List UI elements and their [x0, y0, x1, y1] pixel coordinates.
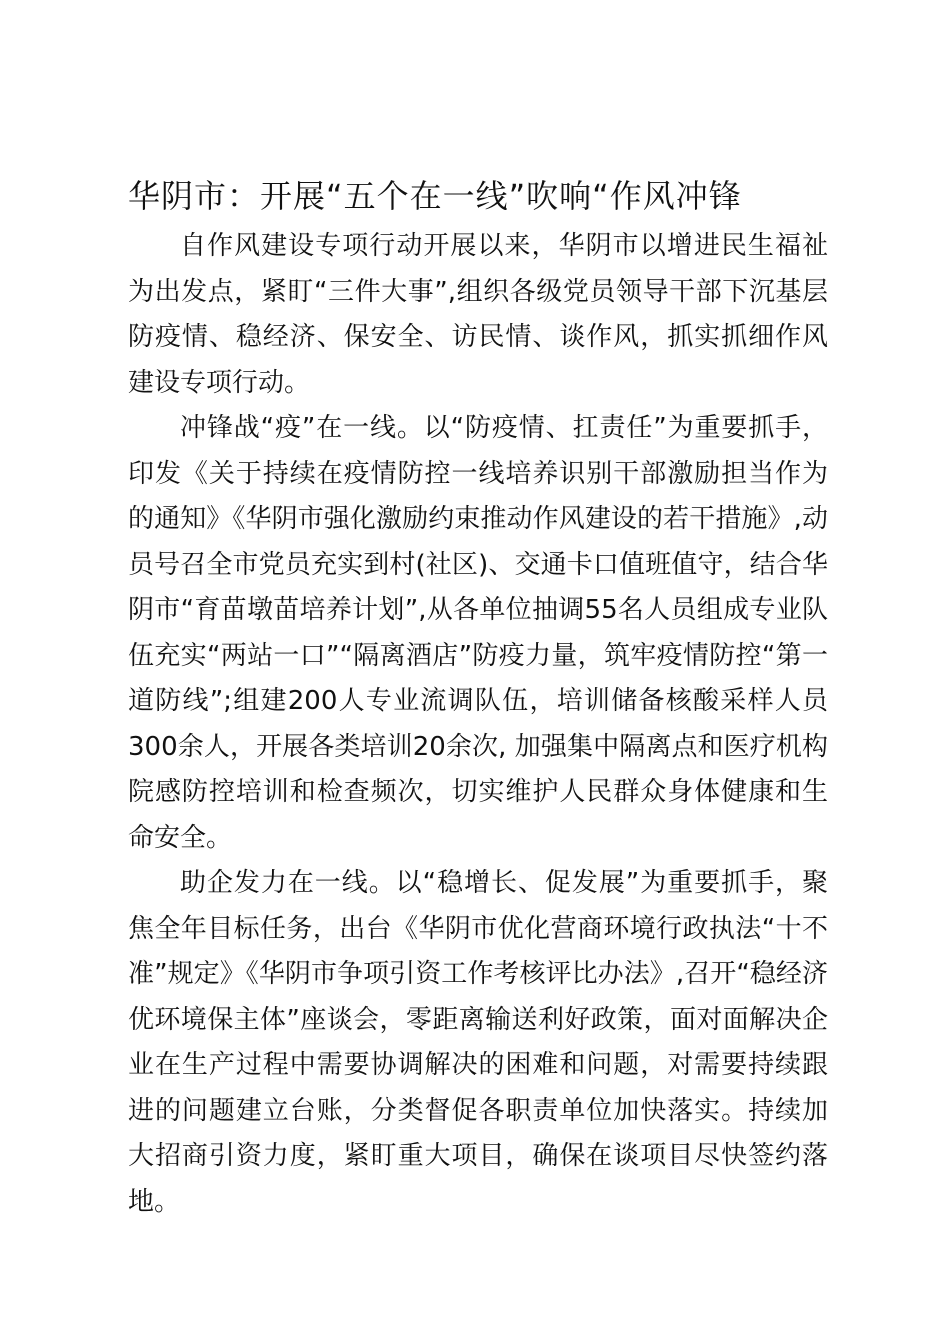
paragraph-enterprise: 助企发力在一线。以“稳增长、促发展”为重要抓手，聚焦全年目标任务，出台《华阴市优化营商环境行政执法“十不准”规定》《华阴市争项引资工作考核评比办法》,召开“稳经济优环境保主体”座谈会，零距离输送利好政策，面对面解决企业在生产过程中需要协调解决的困难和问题，对需要持续跟进的问题建立台账，分类督促各职责单位加快落实。持续加大招商引资力度，紧盯重大项目，确保在谈项目尽快签约落地。	[128, 868, 828, 1217]
paragraph-epidemic: 冲锋战“疫”在一线。以“防疫情、扛责任”为重要抓手，印发《关于持续在疫情防控一线培养识别干部激励担当作为的通知》《华阴市强化激励约束推动作风建设的若干措施》,动员号召全市党员充实到村(社区)、交通卡口值班值守，结合华阴市“育苗墩苗培养计划”,从各单位抽调55名人员组成专业队伍充实“两站一口”“隔离酒店”防疫力量，筑牢疫情防控“第一道防线”;组建200人专业流调队伍，培训储备核酸采样人员300余人，开展各类培训20余次, 加强集中隔离点和医疗机构院感防控培训和检查频次，切实维护人民群众身体健康和生命安全。	[128, 413, 828, 853]
paragraph-intro: 自作风建设专项行动开展以来，华阴市以增进民生福祉为出发点，紧盯“三件大事”,组织各级党员领导干部下沉基层防疫情、稳经济、保安全、访民情、谈作风，抓实抓细作风建设专项行动。	[128, 231, 828, 398]
document-body	[128, 224, 828, 1225]
document-title: 华阴市：开展“五个在一线”吹响“作风冲锋	[128, 177, 742, 215]
